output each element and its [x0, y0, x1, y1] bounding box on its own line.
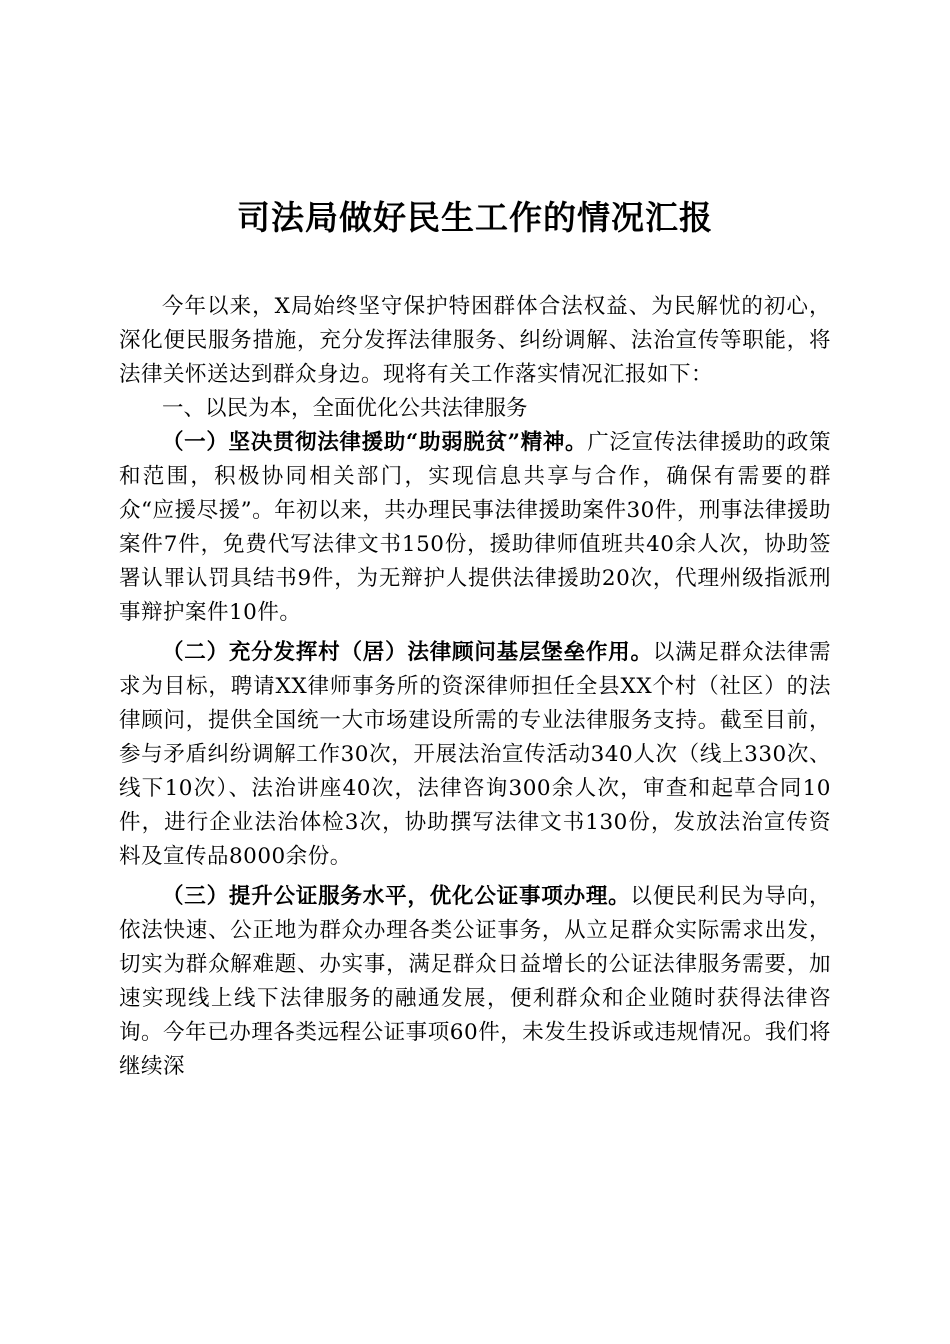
item-3-lead: （三）提升公证服务水平，优化公证事项办理。: [162, 884, 631, 909]
section-item-2: [119, 636, 831, 874]
item-2-text: 以满足群众法律需求为目标，聘请XX律师事务所的资深律师担任全县XX个村（社区）的法律顾问，提供全国统一大市场建设所需的专业法律服务支持。截至目前，参与矛盾纠纷调解工作30次，开展法治宣传活动340人次（线上330次、线下10次）、法治讲座40次，法律咨询300余人次，审查和起草合同10件，进行企业法治体检3次，协助撰写法律文书130份，发放法治宣传资料及宣传品8000余份。: [119, 640, 831, 869]
section-item-1: [119, 426, 831, 630]
item-3-text: 以便民利民为导向，依法快速、公正地为群众办理各类公证事务，从立足群众实际需求出发，切实为群众解难题、办实事，满足群众日益增长的公证法律服务需要，加速实现线上线下法律服务的融通发展，便利群众和企业随时获得法律咨询。今年已办理各类远程公证事项60件，未发生投诉或违规情况。我们将继续深: [119, 884, 831, 1079]
section-heading-1: 一、以民为本，全面优化公共法律服务: [162, 396, 528, 421]
document-body: [119, 290, 831, 1084]
document-title: 司法局做好民生工作的情况汇报: [237, 198, 713, 237]
item-1-text: 广泛宣传法律援助的政策和范围，积极协同相关部门，实现信息共享与合作，确保有需要的群众“应援尽援”。年初以来，共办理民事法律援助案件30件，刑事法律援助案件7件，免费代写法律文书150份，援助律师值班共40余人次，协助签署认罪认罚具结书9件，为无辩护人提供法律援助20次，代理州级指派刑事辩护案件10件。: [119, 430, 831, 625]
intro-paragraph: 今年以来，X局始终坚守保护特困群体合法权益、为民解忧的初心，深化便民服务措施，充分发挥法律服务、纠纷调解、法治宣传等职能，将法律关怀送达到群众身边。现将有关工作落实情况汇报如下：: [119, 294, 831, 387]
item-2-lead: （二）充分发挥村（居）法律顾问基层堡垒作用。: [162, 640, 653, 665]
item-1-lead: （一）坚决贯彻法律援助“助弱脱贫”精神。: [162, 430, 588, 455]
section-item-3: [119, 880, 831, 1084]
